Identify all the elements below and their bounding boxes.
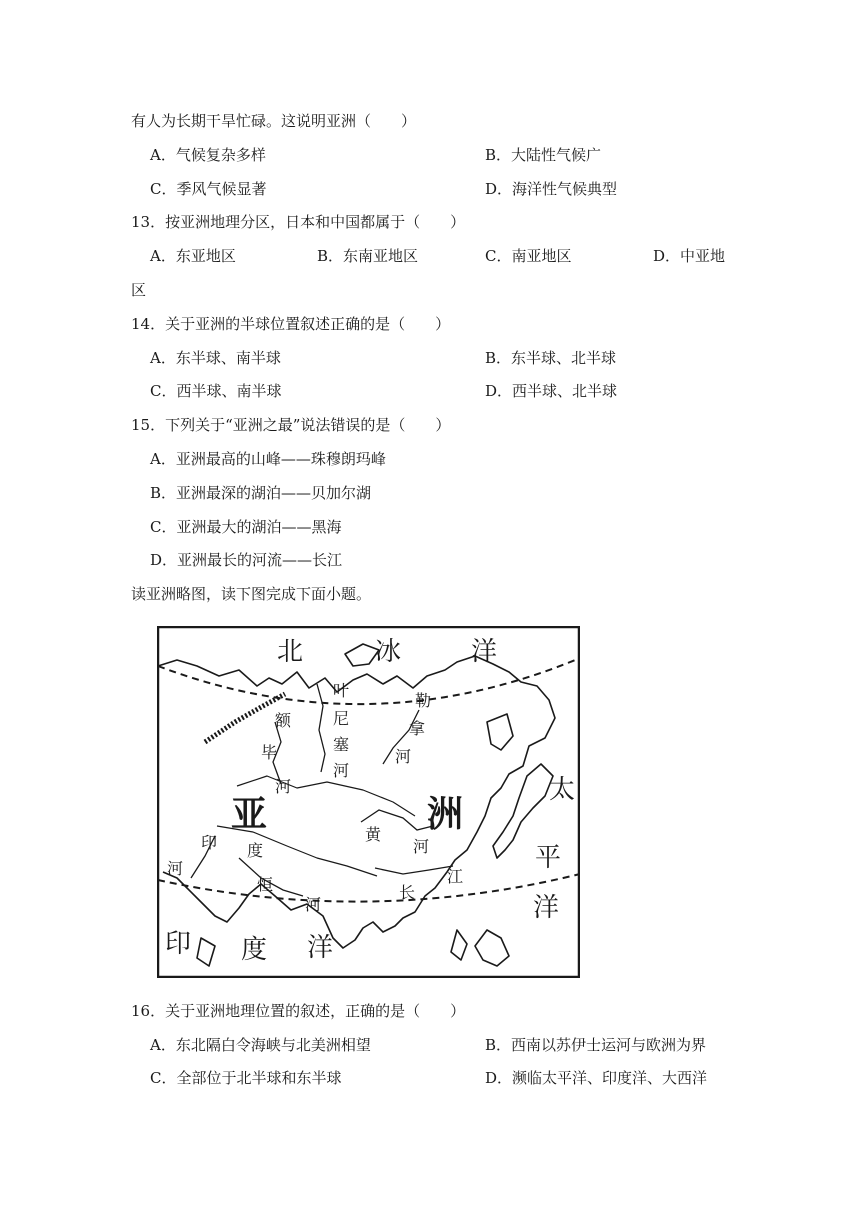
river-label: 叶 bbox=[333, 681, 350, 700]
ocean-label: 平 bbox=[535, 843, 562, 873]
river-label: 尼 bbox=[333, 709, 350, 728]
ocean-label: 印 bbox=[165, 929, 192, 959]
river-label: 河 bbox=[167, 859, 184, 878]
option-d: D．中亚地 bbox=[653, 247, 726, 265]
river-label: 河 bbox=[395, 747, 412, 766]
river-label: 度 bbox=[247, 841, 264, 860]
option-b: B．东南亚地区 bbox=[317, 247, 419, 265]
option-a: A．东亚地区 bbox=[150, 247, 236, 265]
river-label: 河 bbox=[413, 837, 430, 856]
ocean-label: 太 bbox=[549, 775, 576, 805]
river-label: 河 bbox=[275, 777, 292, 796]
option-a: A．东半球、南半球 bbox=[150, 349, 281, 367]
river-label: 额 bbox=[275, 711, 292, 730]
river-label: 勒 bbox=[415, 691, 432, 710]
option-b: B．东半球、北半球 bbox=[485, 349, 617, 367]
ocean-label: 洋 bbox=[533, 893, 560, 923]
river-label: 拿 bbox=[409, 719, 426, 738]
option-a: A．气候复杂多样 bbox=[150, 146, 266, 164]
continent-label: 洲 bbox=[427, 794, 464, 835]
ocean-label: 冰 bbox=[375, 637, 402, 667]
ocean-label: 洋 bbox=[307, 933, 334, 963]
option-d: D．濒临太平洋、印度洋、大西洋 bbox=[485, 1069, 708, 1087]
option-a: A．亚洲最高的山峰——珠穆朗玛峰 bbox=[150, 450, 386, 468]
option-c: C．季风气候显著 bbox=[150, 180, 267, 198]
river-label: 河 bbox=[305, 895, 322, 914]
option-d: D．西半球、北半球 bbox=[485, 382, 618, 400]
question-16-stem: 16．关于亚洲地理位置的叙述，正确的是（ ） bbox=[131, 1002, 466, 1020]
question-15-stem: 15．下列关于“亚洲之最”说法错误的是（ ） bbox=[131, 416, 451, 434]
option-b: B．西南以苏伊士运河与欧洲为界 bbox=[485, 1036, 707, 1054]
option-b: B．大陆性气候广 bbox=[485, 146, 602, 164]
option-d: D．亚洲最长的河流——长江 bbox=[150, 551, 343, 569]
river-label: 江 bbox=[447, 867, 464, 886]
option-a: A．东北隔白令海峡与北美洲相望 bbox=[150, 1036, 371, 1054]
river-label: 塞 bbox=[333, 735, 350, 754]
option-b: B．亚洲最深的湖泊——贝加尔湖 bbox=[150, 484, 372, 502]
option-c: C．西半球、南半球 bbox=[150, 382, 282, 400]
option-c: C．全部位于北半球和东半球 bbox=[150, 1069, 342, 1087]
question-14-stem: 14．关于亚洲的半球位置叙述正确的是（ ） bbox=[131, 315, 451, 333]
river-label: 河 bbox=[333, 761, 350, 780]
river-label: 印 bbox=[201, 833, 218, 852]
ocean-label: 度 bbox=[241, 935, 268, 965]
option-c: C．南亚地区 bbox=[485, 247, 572, 265]
question-13-stem: 13．按亚洲地理分区，日本和中国都属于（ ） bbox=[131, 213, 466, 231]
option-d: D．海洋性气候典型 bbox=[485, 180, 618, 198]
ocean-label: 洋 bbox=[471, 637, 498, 667]
map-intro: 读亚洲略图，读下图完成下面小题。 bbox=[131, 585, 372, 603]
option-c: C．亚洲最大的湖泊——黑海 bbox=[150, 518, 342, 536]
ocean-label: 北 bbox=[277, 637, 304, 667]
river-label: 毕 bbox=[261, 743, 278, 762]
continent-label: 亚 bbox=[231, 794, 268, 835]
asia-map bbox=[157, 626, 580, 978]
river-label: 长 bbox=[399, 883, 416, 902]
river-label: 恒 bbox=[257, 875, 274, 894]
question-12-stem-tail: 有人为长期干旱忙碌。这说明亚洲（ ） bbox=[131, 112, 417, 130]
option-d-wrap: 区 bbox=[131, 281, 147, 299]
river-label: 黄 bbox=[365, 825, 382, 844]
